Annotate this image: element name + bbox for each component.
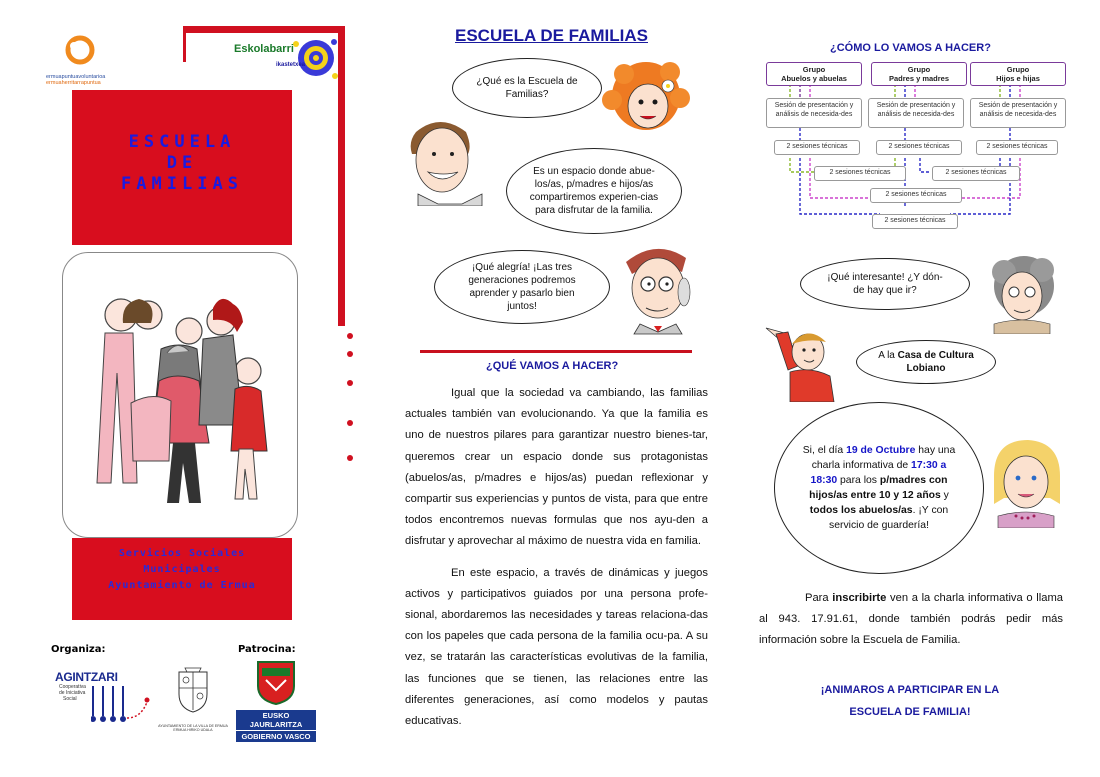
- grandfather-glasses-icon: [606, 236, 710, 342]
- group-box: [766, 62, 862, 86]
- girl-curly-hair-icon: [596, 56, 692, 140]
- group-label: Grupo: [907, 65, 931, 74]
- ayuntamiento-logo: [158, 666, 228, 738]
- frame-dot: [347, 380, 353, 386]
- agintzari-sub2: de Iniciativa: [59, 690, 86, 696]
- tech-session-box: 2 sesiones técnicas: [872, 214, 958, 229]
- ayuntamiento-caption: AYUNTAMIENTO DE LA VILLA DE ERMUA: [158, 724, 228, 728]
- speech-bubble-where: ¡Qué interesante! ¿Y dón-de hay que ir?: [800, 258, 970, 310]
- how-section-title: ¿CÓMO LO VAMOS A HACER?: [830, 42, 991, 54]
- tech-session-box: 2 sesiones técnicas: [870, 188, 962, 203]
- page-title: [72, 132, 292, 195]
- info-text: y: [940, 490, 949, 501]
- title-line: FAMILIAS: [121, 174, 243, 194]
- frame-dot: [347, 351, 353, 357]
- info-text: hay una charla informativa de: [811, 445, 956, 471]
- info-date: 19 de Octubre: [846, 445, 916, 456]
- session-box: Sesión de presentación y análisis de necesida-des: [766, 98, 862, 128]
- tech-session-box: 2 sesiones técnicas: [814, 166, 906, 181]
- what-body: [405, 383, 708, 732]
- patrocina-label: Patrocina:: [238, 644, 296, 655]
- gobierno-vasco-logo: [236, 658, 316, 741]
- place-prefix: A la: [878, 350, 898, 361]
- session-box: Sesión de presentación y análisis de necesida-des: [970, 98, 1066, 128]
- group-label: Grupo: [1006, 65, 1030, 74]
- speech-bubble-question: ¿Qué es la Escuela de Familias?: [452, 58, 602, 118]
- frame-left-line: [183, 26, 186, 62]
- closing-line: ESCUELA DE FAMILIA!: [849, 706, 971, 718]
- frame-dot: [347, 333, 353, 339]
- ermua-logo-line2: ermuaherritarrapuntua: [46, 80, 101, 86]
- gv-line2: GOBIERNO VASCO: [236, 731, 316, 742]
- eskolabarri-name: Eskolabarri: [234, 43, 294, 55]
- gv-emblem-icon: [236, 658, 316, 706]
- frame-dot: [347, 420, 353, 426]
- tech-session-box: 2 sesiones técnicas: [774, 140, 860, 155]
- tech-session-box: 2 sesiones técnicas: [876, 140, 962, 155]
- organizer-line: Servicios Sociales: [118, 548, 246, 559]
- ermua-ring-icon: [46, 34, 116, 70]
- organizer-line: Municipales: [143, 564, 221, 575]
- group-box: [970, 62, 1066, 86]
- session-box: Sesión de presentación y análisis de necesida-des: [868, 98, 964, 128]
- paragraph: En este espacio, a través de dinámicas y juegos activos y participativos guiados por una persona profe-sional, abordaremos las necesidades y tareas relaciona-das con los papeles que cada persona de la familia ocu-pa. A su vez, se tratarán las características evolutivas de la familia, las funciones que se tienen, las relaciones entre las diferentes generaciones, así como modelos y pautas educativas.: [405, 566, 708, 728]
- frame-dot: [347, 455, 353, 461]
- agintzari-drops-icon: [91, 682, 151, 724]
- blonde-woman-icon: [984, 436, 1066, 528]
- reg-text: ven a la charla informativa o llama al 943. 17.91.61, donde también podrás pedir más información sobre la Escuela de Familia.: [759, 592, 1063, 647]
- speech-bubble-info: [774, 402, 984, 574]
- speech-bubble-place: [856, 340, 996, 384]
- agintzari-sub3: Social: [63, 696, 77, 702]
- group-label: Grupo: [802, 65, 826, 74]
- ermua-logo-line1: ermuapuntuavoluntarioa: [46, 74, 106, 80]
- section-divider: [420, 350, 692, 353]
- info-audience: p/madres con hijos/as entre 10 y 12 años: [809, 475, 948, 501]
- eskolabarri-sub: ikastetxea: [276, 62, 306, 68]
- eskolabarri-logo: [234, 36, 340, 84]
- group-name: Padres y madres: [888, 74, 950, 83]
- registration-text: [759, 588, 1063, 652]
- title-line: ESCUELA: [128, 132, 236, 152]
- man-smiling-icon: [398, 110, 498, 206]
- ayuntamiento-caption2: ERMUA HIRIKO UDALA: [173, 728, 213, 732]
- what-section-title: ¿QUÉ VAMOS A HACER?: [486, 360, 619, 372]
- gv-line1: EUSKO JAURLARITZA: [236, 710, 316, 730]
- group-box: [871, 62, 967, 86]
- frame-top-line: [183, 26, 345, 33]
- info-audience: todos los abuelos/as: [809, 505, 913, 516]
- family-illustration: [62, 252, 298, 538]
- speech-bubble-joy: ¡Qué alegría! ¡Las tres generaciones podremos aprender y pasarlo bien juntos!: [434, 250, 610, 324]
- grandmother-icon: [984, 250, 1062, 334]
- reg-text: Para: [805, 592, 833, 604]
- organizer-line: Ayuntamiento de Ermua: [108, 580, 256, 591]
- group-name: Hijos e hijas: [996, 74, 1040, 83]
- info-time: 17:30 a 18:30: [810, 460, 947, 486]
- agintzari-sub1: Cooperativa: [59, 684, 86, 690]
- place-name: Casa de Cultura Lobiano: [897, 350, 974, 374]
- agintzari-logo: [55, 670, 155, 730]
- boy-waving-icon: [762, 312, 844, 402]
- info-text: Si, el día: [802, 445, 847, 456]
- reg-bold: inscribirte: [832, 592, 887, 604]
- tech-session-box: 2 sesiones técnicas: [932, 166, 1020, 181]
- organiza-label: Organiza:: [51, 644, 106, 655]
- info-text: para los: [837, 475, 880, 486]
- closing-line: ¡ANIMAROS A PARTICIPAR EN LA: [820, 684, 1000, 696]
- group-name: Abuelos y abuelas: [781, 74, 847, 83]
- middle-title: ESCUELA DE FAMILIAS: [455, 26, 648, 45]
- coat-of-arms-icon: [173, 666, 213, 714]
- agintzari-name: AGINTZARI: [55, 670, 118, 684]
- tech-session-box: 2 sesiones técnicas: [976, 140, 1058, 155]
- info-text: . ¡Y con servicio de guardería!: [829, 505, 949, 531]
- paragraph: Igual que la sociedad va cambiando, las familias actuales también van evolucionando. Ya que la familia es uno de nuestros pilares para garantizar nuestro bienes-tar, queremos crear un espacio donde sus protagonistas (abuelos/as, p/madres e hijos/as) puedan reflexionar y compartir sus experiencias y puntos de vista, para que entre todos encontremos nuevas formulas que nos ayu-den a disfrutar y aprovechar al máximo de nuestra vida en familia.: [405, 387, 708, 548]
- family-drawing-icon: [63, 253, 298, 538]
- speech-bubble-answer: Es un espacio donde abue-los/as, p/madres e hijos/as compartiremos experien-cias para disfrutar de la familia.: [506, 148, 682, 234]
- ermua-logo: [46, 34, 116, 84]
- title-line: DE: [166, 153, 198, 173]
- organizer-text: [72, 546, 292, 594]
